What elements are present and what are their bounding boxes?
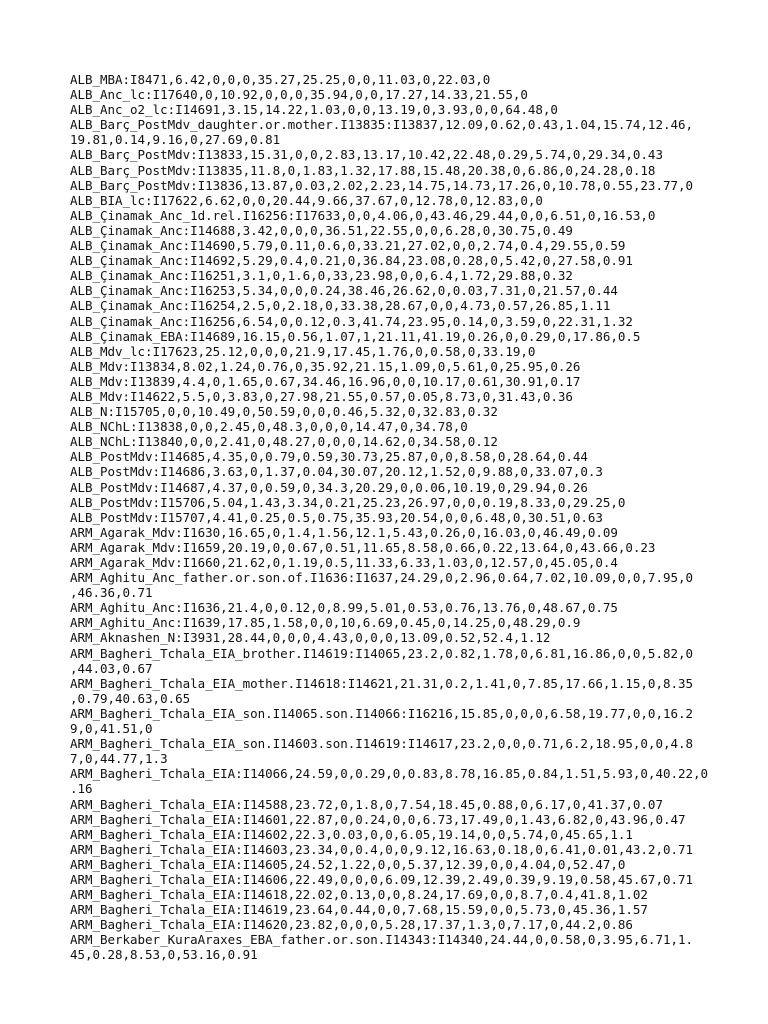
text-line: ALB_PostMdv:I14685,4.35,0,0.79,0.59,30.73,25.87,0,0,8.58,0,28.64,0.44 [70,449,588,465]
text-line: ALB_NChL:I13838,0,0,2.45,0,48.3,0,0,0,14.47,0,34.78,0 [70,419,468,435]
text-line: 45,0.28,8.53,0,53.16,0.91 [70,947,258,963]
text-line: ALB_Çinamak_Anc_1d.rel.I16256:I17633,0,0,4.06,0,43.46,29.44,0,0,6.51,0,16.53,0 [70,207,656,223]
text-line: ARM_Bagheri_Tchala_EIA:I14605,24.52,1.22,0,0,5.37,12.39,0,0,4.04,0,52.47,0 [70,856,626,872]
text-line: ARM_Bagheri_Tchala_EIA_son.I14603.son.I14619:I14617,23.2,0,0,0.71,6.2,18.95,0,0,4.8 [70,736,693,752]
text-line: ARM_Bagheri_Tchala_EIA:I14619,23.64,0.44,0,0,7.68,15.59,0,0,5.73,0,45.36,1.57 [70,902,648,918]
text-line: ALB_Mdv:I14622,5.5,0,3.83,0,27.98,21.55,0.57,0.05,8.73,0,31.43,0.36 [70,388,573,404]
text-line: ARM_Bagheri_Tchala_EIA_brother.I14619:I14065,23.2,0.82,1.78,0,6.81,16.86,0,0,5.82,0 [70,645,693,661]
text-line: .16 [70,781,93,797]
text-line: ALB_Barç_PostMdv:I13833,15.31,0,0,2.83,13.17,10.42,22.48,0.29,5.74,0,29.34,0.43 [70,147,663,163]
text-line: ARM_Bagheri_Tchala_EIA:I14606,22.49,0,0,0,6.09,12.39,2.49,0.39,9.19,0.58,45.67,0.71 [70,871,693,887]
text-line: ,44.03,0.67 [70,660,153,676]
text-line: ALB_Barç_PostMdv_daughter.or.mother.I13835:I13837,12.09,0.62,0.43,1.04,15.74,12.46, [70,117,693,133]
text-line: ALB_Barç_PostMdv:I13835,11.8,0,1.83,1.32,17.88,15.48,20.38,0,6.86,0,24.28,0.18 [70,162,656,178]
text-line: 19.81,0.14,9.16,0,27.69,0.81 [70,132,281,148]
text-line: ARM_Berkaber_KuraAraxes_EBA_father.or.son.I14343:I14340,24.44,0,0.58,0,3.95,6.71,1. [70,932,693,948]
text-line: ARM_Bagheri_Tchala_EIA:I14588,23.72,0,1.8,0,7.54,18.45,0.88,0,6.17,0,41.37,0.07 [70,796,663,812]
text-line: ALB_N:I15705,0,0,10.49,0,50.59,0,0,0.46,5.32,0,32.83,0.32 [70,404,498,420]
text-line: ALB_PostMdv:I14687,4.37,0,0.59,0,34.3,20.29,0,0.06,10.19,0,29.94,0.26 [70,479,588,495]
text-line: ARM_Bagheri_Tchala_EIA:I14620,23.82,0,0,0,5.28,17.37,1.3,0,7.17,0,44.2,0.86 [70,917,633,933]
text-line: ALB_Çinamak_Anc:I16253,5.34,0,0,0.24,38.46,26.62,0,0.03,7.31,0,21.57,0.44 [70,283,618,299]
text-line: ALB_Çinamak_EBA:I14689,16.15,0.56,1.07,1,21.11,41.19,0.26,0,0.29,0,17.86,0.5 [70,328,641,344]
text-line: ARM_Bagheri_Tchala_EIA:I14601,22.87,0,0.24,0,0,6.73,17.49,0,1.43,6.82,0,43.96,0.47 [70,811,686,827]
text-line: ALB_Çinamak_Anc:I14690,5.79,0.11,0.6,0,33.21,27.02,0,0,2.74,0.4,29.55,0.59 [70,238,626,254]
text-line: ALB_PostMdv:I15706,5.04,1.43,3.34,0.21,25.23,26.97,0,0,0.19,8.33,0,29.25,0 [70,494,626,510]
text-line: 7,0,44.77,1.3 [70,751,168,767]
text-line: 9,0,41.51,0 [70,721,153,737]
text-line: ALB_NChL:I13840,0,0,2.41,0,48.27,0,0,0,14.62,0,34.58,0.12 [70,434,498,450]
text-line: ARM_Agarak_Mdv:I1660,21.62,0,1.19,0.5,11.33,6.33,1.03,0,12.57,0,45.05,0.4 [70,555,618,570]
text-line: ARM_Aghitu_Anc_father.or.son.of.I1636:I1637,24.29,0,2.96,0.64,7.02,10.09,0,0,7.95,0 [70,570,693,586]
text-line: ALB_Barç_PostMdv:I13836,13.87,0.03,2.02,2.23,14.75,14.73,17.26,0,10.78,0.55,23.77,0 [70,177,693,193]
text-line: ARM_Aghitu_Anc:I1639,17.85,1.58,0,0,10,6.69,0.45,0,14.25,0,48.29,0.9 [70,615,581,631]
text-line: ALB_Mdv_lc:I17623,25.12,0,0,0,21.9,17.45,1.76,0,0.58,0,33.19,0 [70,343,536,359]
text-line: ALB_Anc_o2_lc:I14691,3.15,14.22,1.03,0,0,13.19,0,3.93,0,0,64.48,0 [70,102,558,118]
text-line: ALB_Mdv:I13839,4.4,0,1.65,0.67,34.46,16.96,0,0,10.17,0.61,30.91,0.17 [70,373,581,389]
text-line: ARM_Bagheri_Tchala_EIA:I14618,22.02,0.13,0,0,8.24,17.69,0,0,8.7,0.4,41.8,1.02 [70,887,648,903]
text-document [70,72,708,963]
text-line: ALB_MBA:I8471,6.42,0,0,0,35.27,25.25,0,0,11.03,0,22.03,0 [70,72,491,87]
text-line: ARM_Agarak_Mdv:I1659,20.19,0,0.67,0.51,11.65,8.58,0.66,0.22,13.64,0,43.66,0.23 [70,539,656,555]
text-line: ARM_Aknashen_N:I3931,28.44,0,0,0,4.43,0,0,0,13.09,0.52,52.4,1.12 [70,630,551,646]
text-line: ARM_Bagheri_Tchala_EIA:I14066,24.59,0,0.29,0,0.83,8.78,16.85,0.84,1.51,5.93,0,40.22,0 [70,766,708,782]
text-line: ALB_PostMdv:I15707,4.41,0.25,0.5,0.75,35.93,20.54,0,0,6.48,0,30.51,0.63 [70,509,603,525]
text-line: ALB_Anc_lc:I17640,0,10.92,0,0,0,35.94,0,0,17.27,14.33,21.55,0 [70,87,528,103]
text-line: ALB_PostMdv:I14686,3.63,0,1.37,0.04,30.07,20.12,1.52,0,9.88,0,33.07,0.3 [70,464,603,480]
text-line: ARM_Bagheri_Tchala_EIA_mother.I14618:I14621,21.31,0.2,1.41,0,7.85,17.66,1.15,0,8.35 [70,675,693,691]
text-line: ,46.36,0.71 [70,585,153,601]
text-line: ALB_BIA_lc:I17622,6.62,0,0,20.44,9.66,37.67,0,12.78,0,12.83,0,0 [70,192,543,208]
text-line: ALB_Mdv:I13834,8.02,1.24,0.76,0,35.92,21.15,1.09,0,5.61,0,25.95,0.26 [70,358,581,374]
text-line: ALB_Çinamak_Anc:I16251,3.1,0,1.6,0,33,23.98,0,0,6.4,1.72,29.88,0.32 [70,268,573,284]
text-line: ,0.79,40.63,0.65 [70,690,191,706]
text-line: ALB_Çinamak_Anc:I14692,5.29,0.4,0.21,0,36.84,23.08,0.28,0,5.42,0,27.58,0.91 [70,253,633,269]
text-line: ALB_Çinamak_Anc:I16256,6.54,0,0.12,0.3,41.74,23.95,0.14,0,3.59,0,22.31,1.32 [70,313,633,329]
text-line: ALB_Çinamak_Anc:I16254,2.5,0,2.18,0,33.38,28.67,0,0,4.73,0.57,26.85,1.11 [70,298,611,314]
text-line: ARM_Aghitu_Anc:I1636,21.4,0,0.12,0,8.99,5.01,0.53,0.76,13.76,0,48.67,0.75 [70,600,618,616]
text-line: ALB_Çinamak_Anc:I14688,3.42,0,0,0,36.51,22.55,0,0,6.28,0,30.75,0.49 [70,222,573,238]
text-line: ARM_Bagheri_Tchala_EIA:I14602,22.3,0.03,0,0,6.05,19.14,0,0,5.74,0,45.65,1.1 [70,826,633,842]
text-line: ARM_Agarak_Mdv:I1630,16.65,0,1.4,1.56,12.1,5.43,0.26,0,16.03,0,46.49,0.09 [70,524,618,540]
text-line: ARM_Bagheri_Tchala_EIA_son.I14065.son.I14066:I16216,15.85,0,0,0,6.58,19.77,0,0,16.2 [70,705,693,721]
text-line: ARM_Bagheri_Tchala_EIA:I14603,23.34,0,0.4,0,0,9.12,16.63,0.18,0,6.41,0.01,43.2,0.71 [70,841,693,857]
